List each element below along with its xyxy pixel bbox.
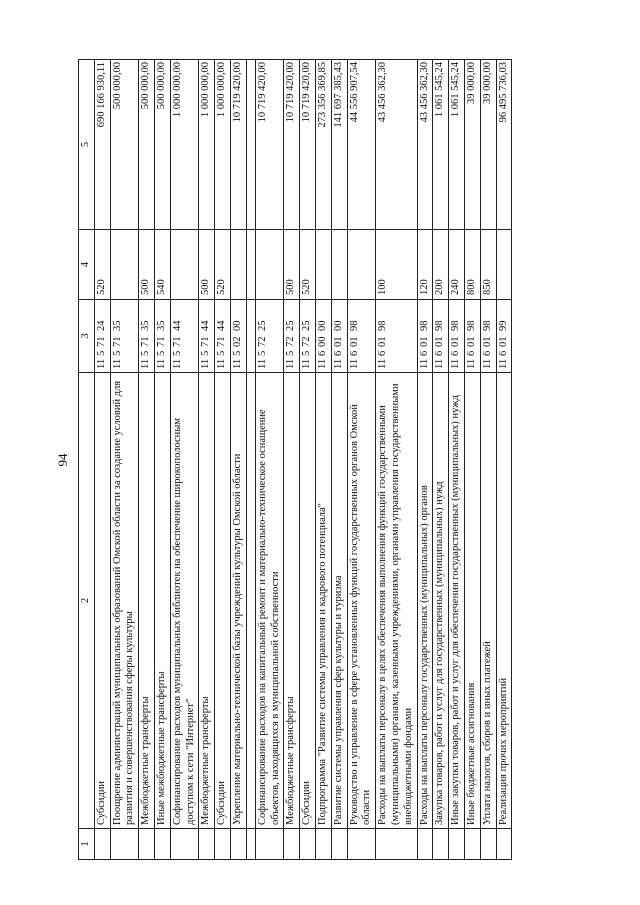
amount-cell: 1 000 000,00 [170, 60, 199, 230]
code-segment: 25 [256, 320, 268, 331]
code-segment: 71 [200, 336, 212, 347]
item-name-cell: Закупка товаров, работ и услуг для государственных (муниципальных) нужд [433, 373, 449, 829]
classification-code-cell [331, 300, 347, 373]
expense-type-cell: 120 [417, 230, 433, 300]
row-number-cell [94, 829, 110, 860]
classification-code-cell [376, 300, 417, 373]
code-segment: 11 [316, 358, 328, 369]
table-row [110, 60, 139, 860]
code-segment: 11 [200, 358, 212, 369]
item-name-cell: Софинансирование расходов муниципальных библиотек на обеспечение широкополосным доступом к сети "Интернет" [170, 373, 199, 829]
expense-type-cell: 520 [300, 230, 316, 300]
row-number-cell [154, 829, 170, 860]
amount-cell: 39 000,00 [480, 60, 496, 230]
code-segment: 71 [171, 336, 183, 347]
table-body [94, 60, 512, 860]
item-name-cell: Подпрограмма "Развитие системы управления и кадрового потенциала" [315, 373, 331, 829]
code-segment: 11 [377, 358, 389, 369]
code-segment: 11 [481, 358, 493, 369]
code-segment: 71 [111, 336, 123, 347]
item-name-cell: Межбюджетные трансферты [139, 373, 155, 829]
expense-type-cell [331, 230, 347, 300]
code-segment: 11 [111, 358, 123, 369]
table-row [215, 60, 231, 860]
rotated-page [45, 60, 615, 860]
classification-code-cell [347, 300, 376, 373]
classification-code-cell [284, 300, 300, 373]
expense-type-cell: 200 [433, 230, 449, 300]
amount-cell: 10 719 420,00 [284, 60, 300, 230]
classification-code-cell [199, 300, 215, 373]
code-segment: 5 [200, 350, 212, 356]
code-segment: 11 [332, 358, 344, 369]
code-segment: 35 [155, 320, 167, 331]
expense-type-cell: 500 [199, 230, 215, 300]
table-row [300, 60, 316, 860]
code-segment: 35 [140, 320, 152, 331]
expense-type-cell: 500 [139, 230, 155, 300]
amount-cell: 1 000 000,00 [199, 60, 215, 230]
classification-code-cell [230, 300, 246, 373]
code-segment: 44 [171, 320, 183, 331]
classification-code-cell [433, 300, 449, 373]
budget-table [78, 59, 512, 860]
code-segment: 6 [377, 350, 389, 356]
classification-code-cell [255, 300, 284, 373]
row-number-cell [170, 829, 199, 860]
item-name-cell: Субсидии [94, 373, 110, 829]
table-row [464, 60, 480, 860]
item-name-cell: Развитие системы управления сфер культуры и туризма [331, 373, 347, 829]
row-number-cell [464, 829, 480, 860]
amount-cell: 1 061 545,24 [449, 60, 465, 230]
row-number-cell [496, 829, 512, 860]
table-row [496, 60, 512, 860]
expense-type-cell: 240 [449, 230, 465, 300]
table-row [331, 60, 347, 860]
amount-cell: 273 356 369,85 [315, 60, 331, 230]
row-number-cell [230, 829, 246, 860]
code-segment: 6 [481, 350, 493, 356]
row-number-cell [331, 829, 347, 860]
code-segment: 44 [216, 320, 228, 331]
amount-cell: 43 456 362,30 [376, 60, 417, 230]
classification-code-cell [139, 300, 155, 373]
code-segment: 6 [316, 350, 328, 356]
code-segment: 11 [231, 358, 243, 369]
table-row [255, 60, 284, 860]
code-segment: 11 [348, 358, 360, 369]
row-number-cell [480, 829, 496, 860]
code-segment: 98 [481, 320, 493, 331]
code-segment: 01 [348, 336, 360, 347]
code-segment: 11 [465, 358, 477, 369]
row-number-cell [449, 829, 465, 860]
code-segment: 25 [301, 320, 313, 331]
code-segment: 98 [450, 320, 462, 331]
table-row [94, 60, 110, 860]
item-name-cell: Реализация прочих мероприятий [496, 373, 512, 829]
expense-type-cell [230, 230, 246, 300]
table-row [199, 60, 215, 860]
amount-cell: 39 000,00 [464, 60, 480, 230]
code-segment: 72 [301, 336, 313, 347]
code-segment: 6 [332, 350, 344, 356]
item-name-cell: Руководство и управление в сфере установленных функций государственных органов Омской области [347, 373, 376, 829]
code-segment: 98 [434, 320, 446, 331]
item-name-cell: Межбюджетные трансферты [199, 373, 215, 829]
code-segment: 5 [95, 350, 107, 356]
amount-cell: 1 000 000,00 [215, 60, 231, 230]
code-segment: 71 [216, 336, 228, 347]
item-name-cell: Поощрение администраций муниципальных образований Омской области за создание условий для развития и совершенствования сферы культуры [110, 373, 139, 829]
code-segment: 02 [231, 336, 243, 347]
table-row [230, 60, 246, 860]
code-segment: 11 [301, 358, 313, 369]
expense-type-cell [170, 230, 199, 300]
code-segment: 01 [434, 336, 446, 347]
row-number-cell [315, 829, 331, 860]
row-number-cell [433, 829, 449, 860]
code-segment: 01 [377, 336, 389, 347]
amount-cell: 10 719 420,00 [230, 60, 246, 230]
code-segment: 24 [95, 320, 107, 331]
amount-cell: 500 000,00 [154, 60, 170, 230]
expense-type-cell: 100 [376, 230, 417, 300]
table-row [139, 60, 155, 860]
code-segment: 01 [497, 336, 509, 347]
expense-type-cell: 850 [480, 230, 496, 300]
code-segment: 11 [418, 358, 430, 369]
row-number-cell [417, 829, 433, 860]
code-segment: 35 [111, 320, 123, 331]
amount-cell: 43 456 362,30 [417, 60, 433, 230]
code-segment: 00 [231, 320, 243, 331]
expense-type-cell [315, 230, 331, 300]
amount-cell: 10 719 420,00 [300, 60, 316, 230]
item-name-cell: Межбюджетные трансферты [284, 373, 300, 829]
expense-type-cell: 540 [154, 230, 170, 300]
code-segment: 5 [256, 350, 268, 356]
expense-type-cell: 800 [464, 230, 480, 300]
code-segment: 11 [497, 358, 509, 369]
code-segment: 11 [155, 358, 167, 369]
classification-code-cell [464, 300, 480, 373]
code-segment: 98 [348, 320, 360, 331]
code-segment: 98 [377, 320, 389, 331]
classification-code-cell [154, 300, 170, 373]
code-segment: 5 [111, 350, 123, 356]
code-segment: 01 [450, 336, 462, 347]
code-segment: 6 [450, 350, 462, 356]
code-segment: 6 [418, 350, 430, 356]
item-name-cell: Субсидии [215, 373, 231, 829]
expense-type-cell: 500 [284, 230, 300, 300]
header-cell-col1: 1 [79, 829, 95, 860]
code-segment: 5 [216, 350, 228, 356]
code-segment: 72 [256, 336, 268, 347]
classification-code-cell [215, 300, 231, 373]
item-name-cell: Иные бюджетные ассигнования [464, 373, 480, 829]
classification-code-cell [94, 300, 110, 373]
item-name-cell: Субсидии [300, 373, 316, 829]
code-segment: 11 [285, 358, 297, 369]
code-segment: 6 [497, 350, 509, 356]
classification-code-cell [417, 300, 433, 373]
code-segment: 5 [171, 350, 183, 356]
header-row [79, 60, 95, 860]
code-segment: 11 [434, 358, 446, 369]
table-row [347, 60, 376, 860]
item-name-cell: Расходы на выплаты персоналу в целях обеспечения выполнения функций государственными (муниципальными) органами, казенными учреждениями, органами управления государственными внебюджетными фондами [376, 373, 417, 829]
amount-cell: 96 495 736,03 [496, 60, 512, 230]
code-segment: 6 [348, 350, 360, 356]
expense-type-cell [347, 230, 376, 300]
row-number-cell [110, 829, 139, 860]
expense-type-cell: 520 [215, 230, 231, 300]
code-segment: 5 [285, 350, 297, 356]
code-segment: 00 [316, 320, 328, 331]
code-segment: 98 [465, 320, 477, 331]
row-number-cell [300, 829, 316, 860]
code-segment: 71 [95, 336, 107, 347]
header-cell-name: 2 [79, 373, 95, 829]
amount-cell: 44 556 907,54 [347, 60, 376, 230]
table-row [284, 60, 300, 860]
amount-cell: 500 000,00 [139, 60, 155, 230]
code-segment: 11 [171, 358, 183, 369]
amount-cell: 690 166 930,11 [94, 60, 110, 230]
row-number-cell [376, 829, 417, 860]
code-segment: 01 [465, 336, 477, 347]
code-segment: 99 [497, 320, 509, 331]
spacer-cell [246, 300, 255, 373]
classification-code-cell [496, 300, 512, 373]
amount-cell: 141 697 385,43 [331, 60, 347, 230]
classification-code-cell [449, 300, 465, 373]
table-row [170, 60, 199, 860]
code-segment: 01 [418, 336, 430, 347]
code-segment: 5 [155, 350, 167, 356]
table-row [376, 60, 417, 860]
classification-code-cell [315, 300, 331, 373]
classification-code-cell [480, 300, 496, 373]
item-name-cell: Иные закупки товаров, работ и услуг для обеспечения государственных (муниципальных) нужд [449, 373, 465, 829]
spacer-cell [246, 373, 255, 829]
code-segment: 11 [140, 358, 152, 369]
spacer-cell [246, 829, 255, 860]
table-row [315, 60, 331, 860]
item-name-cell: Софинансирование расходов на капитальный ремонт и материально-техническое оснащение объектов, находящихся в муниципальной собственности [255, 373, 284, 829]
expense-type-cell [255, 230, 284, 300]
header-cell-amount: 5 [79, 60, 95, 230]
classification-code-cell [300, 300, 316, 373]
item-name-cell: Расходы на выплаты персоналу государственных (муниципальных) органов [417, 373, 433, 829]
expense-type-cell [496, 230, 512, 300]
table-row [449, 60, 465, 860]
classification-code-cell [170, 300, 199, 373]
row-number-cell [255, 829, 284, 860]
code-segment: 72 [285, 336, 297, 347]
row-number-cell [284, 829, 300, 860]
row-number-cell [215, 829, 231, 860]
header-cell-code: 3 [79, 300, 95, 373]
code-segment: 00 [332, 320, 344, 331]
code-segment: 11 [95, 358, 107, 369]
code-segment: 98 [418, 320, 430, 331]
code-segment: 00 [316, 336, 328, 347]
table-row-spacer [246, 60, 255, 860]
code-segment: 71 [140, 336, 152, 347]
amount-cell: 500 000,00 [110, 60, 139, 230]
header-cell-expense-type: 4 [79, 230, 95, 300]
code-segment: 11 [216, 358, 228, 369]
code-segment: 71 [155, 336, 167, 347]
code-segment: 11 [256, 358, 268, 369]
code-segment: 5 [301, 350, 313, 356]
expense-type-cell [110, 230, 139, 300]
code-segment: 44 [200, 320, 212, 331]
code-segment: 01 [332, 336, 344, 347]
code-segment: 01 [481, 336, 493, 347]
classification-code-cell [110, 300, 139, 373]
code-segment: 25 [285, 320, 297, 331]
row-number-cell [347, 829, 376, 860]
code-segment: 5 [231, 350, 243, 356]
table-row [417, 60, 433, 860]
spacer-cell [246, 230, 255, 300]
page-number: 94 [55, 453, 70, 467]
item-name-cell: Уплата налогов, сборов и иных платежей [480, 373, 496, 829]
amount-cell: 10 719 420,00 [255, 60, 284, 230]
table-row [480, 60, 496, 860]
amount-cell: 1 061 545,24 [433, 60, 449, 230]
code-segment: 11 [450, 358, 462, 369]
table-row [433, 60, 449, 860]
code-segment: 6 [465, 350, 477, 356]
expense-type-cell: 520 [94, 230, 110, 300]
code-segment: 5 [140, 350, 152, 356]
item-name-cell: Иные межбюджетные трансферты [154, 373, 170, 829]
item-name-cell: Укрепление материально-технической базы учреждений культуры Омской области [230, 373, 246, 829]
table-row [154, 60, 170, 860]
row-number-cell [199, 829, 215, 860]
spacer-cell [246, 60, 255, 230]
row-number-cell [139, 829, 155, 860]
code-segment: 6 [434, 350, 446, 356]
